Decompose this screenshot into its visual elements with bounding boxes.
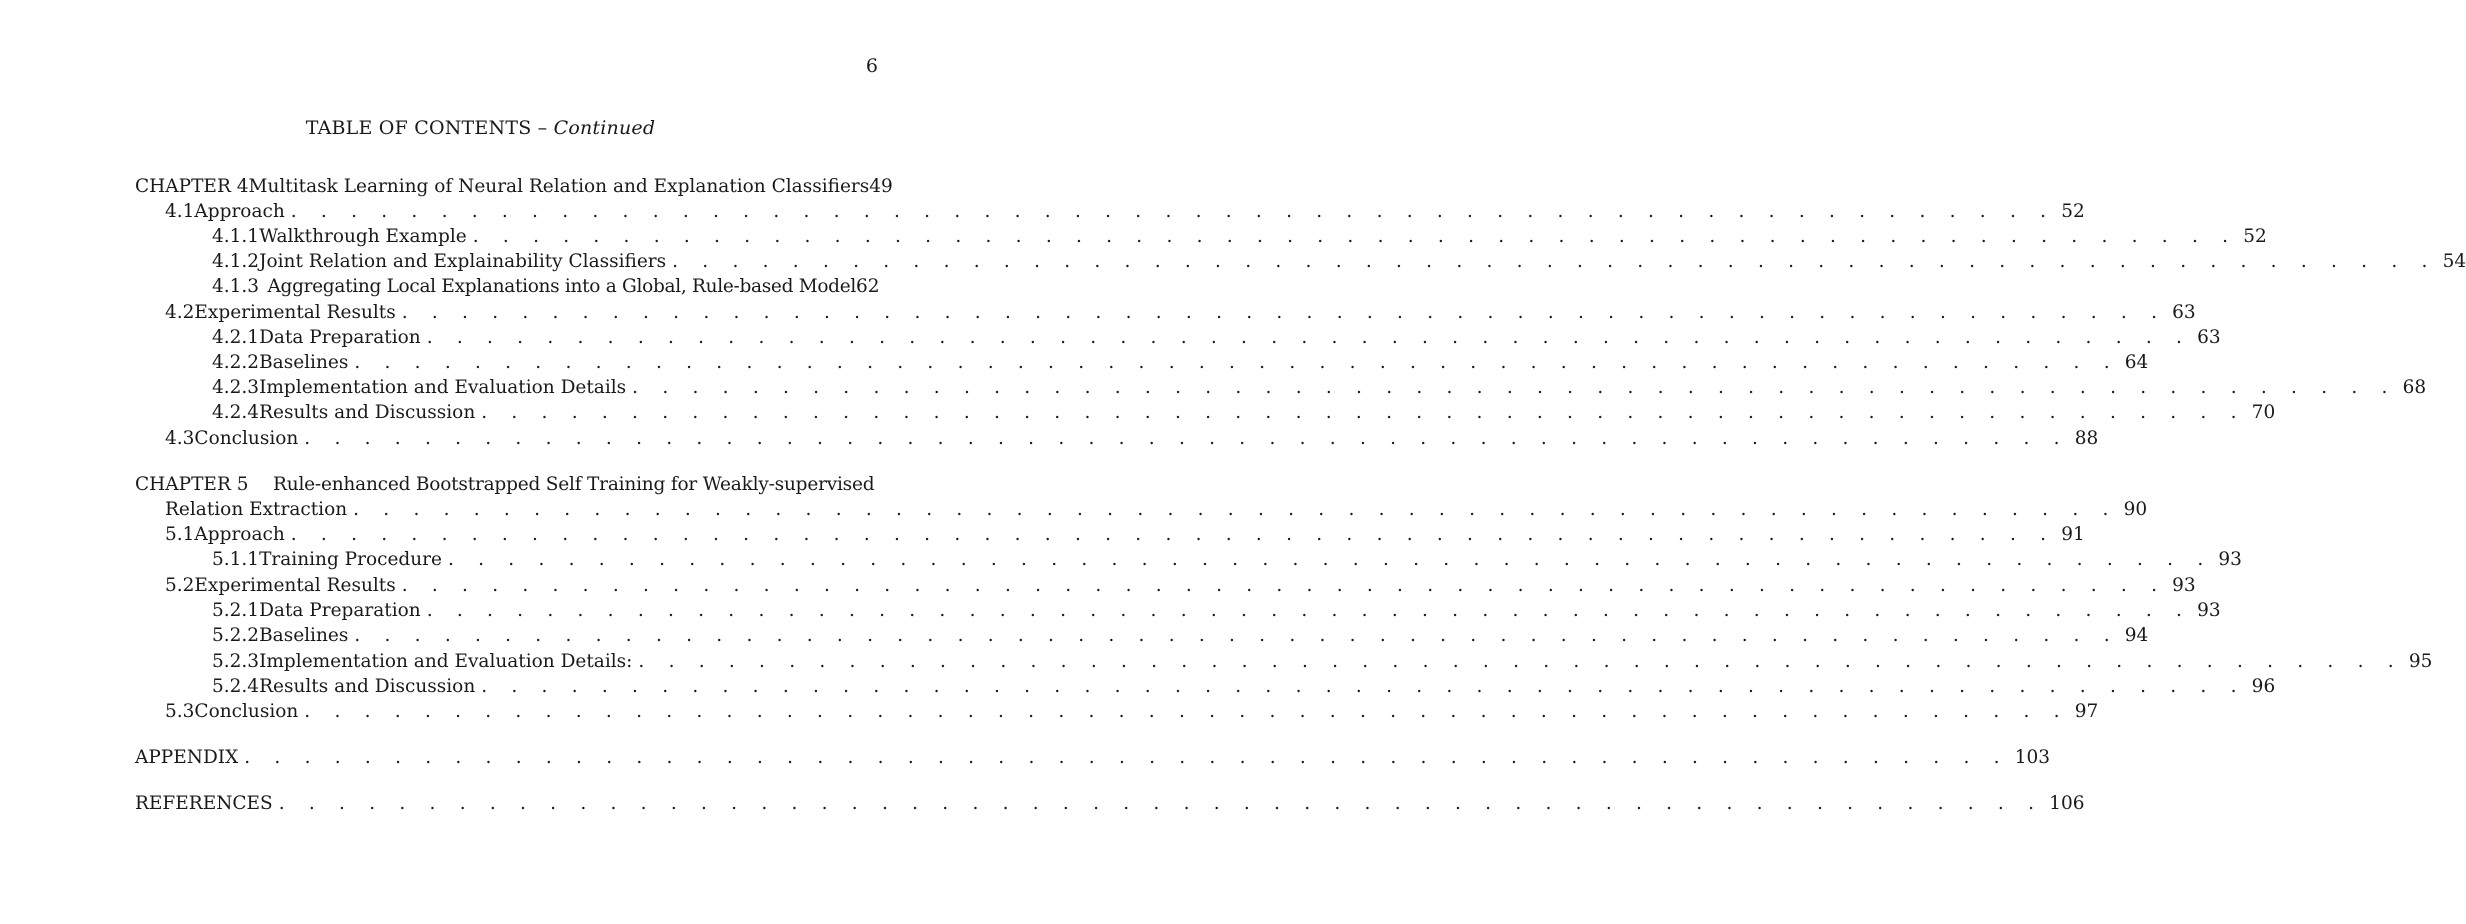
chapter-title: Rule-enhanced Bootstrapped Self Training for Weakly-supervised — [273, 474, 875, 495]
dot-leader: . . . . . . . . . . . . . . . . . . . . . . . . . . . . . . . . . . . . . . . . . . . . . . . . . . . . . . . . . . . — [481, 402, 2246, 423]
dot-leader: . . . . . . . . . . . . . . . . . . . . . . . . . . . . . . . . . . . . . . . . . . . . . . . . . . . . . . . . . . . — [401, 575, 2167, 596]
section-number: 4.2.1 — [212, 327, 260, 348]
toc-entry-5-2[interactable] — [165, 573, 2196, 598]
dot-leader: . . . . . . . . . . . . . . . . . . . . . . . . . . . . . . . . . . . . . . . . . . . . . . . . . . . . . . . . . . . — [354, 352, 2119, 373]
toc-entry-5-2-2[interactable] — [212, 623, 2149, 648]
page-ref: 97 — [2074, 701, 2099, 722]
section-number: 4.2 — [165, 302, 195, 323]
dot-leader: . . . . . . . . . . . . . . . . . . . . . . . . . . . . . . . . . . . . . . . . . . . . . . . . . . . . . . . . . . . — [290, 524, 2056, 545]
toc-entry-4-2-2[interactable] — [212, 350, 2149, 375]
toc-chapter-5-continued[interactable] — [165, 497, 2148, 522]
dot-leader: . . . . . . . . . . . . . . . . . . . . . . . . . . . . . . . . . . . . . . . . . . . . . . . . . . . . . . . . . . . — [401, 302, 2167, 323]
page-ref: 88 — [2074, 428, 2099, 449]
title-main: TABLE OF CONTENTS — [305, 117, 532, 139]
section-title: Experimental Results — [194, 302, 396, 323]
page-ref: 63 — [2197, 327, 2221, 348]
section-title: Approach — [194, 524, 285, 545]
chapter-number: CHAPTER 4 — [135, 176, 249, 197]
toc-entry-4-2[interactable] — [165, 300, 2196, 325]
page-ref: 49 — [869, 176, 893, 197]
page-ref: 93 — [2197, 600, 2221, 621]
section-title: Approach — [194, 201, 285, 222]
toc-entry-5-2-1[interactable] — [212, 598, 2221, 623]
toc-chapter-4[interactable] — [135, 174, 893, 199]
section-number: 4.1.1 — [212, 226, 260, 247]
dot-leader: . . . . . . . . . . . . . . . . . . . . . . . . . . . . . . . . . . . . . . . . . . . . . . . . . . . . . . . . . . . — [426, 327, 2192, 348]
dot-leader: . . . . . . . . . . . . . . . . . . . . . . . . . . . . . . . . . . . . . . . . . . . . . . . . . . . . . . . . . . . — [353, 499, 2118, 520]
section-title: Walkthrough Example — [259, 226, 467, 247]
dot-leader: . . . . . . . . . . . . . . . . . . . . . . . . . . . . . . . . . . . . . . . . . . . . . . . . . . . . . . . . . . . — [244, 747, 2009, 768]
toc-entry-4-3[interactable] — [165, 426, 2099, 451]
toc-entry-5-3[interactable] — [165, 699, 2099, 724]
page-number: 6 — [865, 55, 878, 77]
toc-entry-4-1-3[interactable] — [212, 274, 878, 299]
section-number: 5.2.4 — [212, 676, 260, 697]
dot-leader: . . . . . . . . . . . . . . . . . . . . . . . . . . . . . . . . . . . . . . . . . . . . . . . . . . . . . . . . . . . — [354, 625, 2119, 646]
toc-appendix[interactable] — [135, 745, 2051, 770]
page-ref: 106 — [2049, 793, 2085, 814]
dot-leader: . . . . . . . . . . . . . . . . . . . . . . . . . . . . . . . . . . . . . . . . . . . . . . . . . . . . . . . . . . . — [472, 226, 2238, 247]
toc-chapter-5[interactable] — [135, 472, 878, 497]
references-title: REFERENCES — [135, 793, 273, 814]
section-title: Data Preparation — [259, 327, 421, 348]
section-title: Implementation and Evaluation Details — [259, 377, 627, 398]
toc-entry-4-2-1[interactable] — [212, 325, 2221, 350]
toc-entry-4-2-4[interactable] — [212, 400, 2276, 425]
section-title: Baselines — [259, 352, 349, 373]
section-number: 4.1.2 — [212, 251, 260, 272]
dot-leader: . . . . . . . . . . . . . . . . . . . . . . . . . . . . . . . . . . . . . . . . . . . . . . . . . . . . . . . . . . . — [278, 793, 2044, 814]
title-continued: Continued — [553, 117, 656, 139]
dot-leader: . . . . . . . . . . . . . . . . . . . . . . . . . . . . . . . . . . . . . . . . . . . . . . . . . . . . . . . . . . . — [672, 251, 2437, 272]
toc-entry-4-1[interactable] — [165, 199, 2085, 224]
page-ref: 63 — [2172, 302, 2196, 323]
section-title: Data Preparation — [259, 600, 421, 621]
toc-entry-4-1-1[interactable] — [212, 224, 2267, 249]
page-ref: 91 — [2061, 524, 2085, 545]
section-number: 4.1 — [165, 201, 195, 222]
section-title: Joint Relation and Explainability Classifiers — [259, 251, 667, 272]
page-ref: 96 — [2251, 676, 2276, 697]
page-ref: 94 — [2124, 625, 2149, 646]
toc-entry-5-1[interactable] — [165, 522, 2085, 547]
page-ref: 103 — [2014, 747, 2051, 768]
dot-leader: . . . . . . . . . . . . . . . . . . . . . . . . . . . . . . . . . . . . . . . . . . . . . . . . . . . . . . . . . . . — [447, 549, 2213, 570]
section-number: 4.2.2 — [212, 352, 260, 373]
toc-entry-4-2-3[interactable] — [212, 375, 2427, 400]
title-dash: – — [537, 117, 548, 139]
section-number: 5.1 — [165, 524, 195, 545]
section-title: Conclusion — [194, 428, 299, 449]
section-number: 5.2 — [165, 575, 195, 596]
section-title: Conclusion — [194, 701, 299, 722]
section-title: Experimental Results — [194, 575, 396, 596]
dot-leader: . . . . . . . . . . . . . . . . . . . . . . . . . . . . . . . . . . . . . . . . . . . . . . . . . . . . . . . . . . . — [304, 701, 2069, 722]
page-ref: 93 — [2172, 575, 2196, 596]
page-ref: 54 — [2442, 251, 2466, 272]
toc-references[interactable] — [135, 791, 2085, 816]
section-title: Baselines — [259, 625, 349, 646]
page-ref: 68 — [2402, 377, 2427, 398]
toc-entry-5-2-3[interactable] — [212, 649, 2433, 674]
dot-leader: . . . . . . . . . . . . . . . . . . . . . . . . . . . . . . . . . . . . . . . . . . . . . . . . . . . . . . . . . . . — [638, 651, 2403, 672]
section-number: 4.1.3 — [212, 276, 260, 297]
section-title: Aggregating Local Explanations into a Global, Rule-based Model — [267, 276, 856, 297]
dot-leader: . . . . . . . . . . . . . . . . . . . . . . . . . . . . . . . . . . . . . . . . . . . . . . . . . . . . . . . . . . . — [632, 377, 2397, 398]
chapter-title: Multitask Learning of Neural Relation and Explanation Classifiers — [248, 176, 870, 197]
dot-leader: . . . . . . . . . . . . . . . . . . . . . . . . . . . . . . . . . . . . . . . . . . . . . . . . . . . . . . . . . . . — [481, 676, 2246, 697]
toc-entry-4-1-2[interactable] — [212, 249, 2466, 274]
toc-entry-5-1-1[interactable] — [212, 547, 2242, 572]
section-number: 5.3 — [165, 701, 195, 722]
chapter-number: CHAPTER 5 — [135, 474, 249, 495]
section-number: 4.2.4 — [212, 402, 260, 423]
page-ref: 70 — [2251, 402, 2276, 423]
section-number: 5.2.2 — [212, 625, 260, 646]
section-title: Implementation and Evaluation Details: — [259, 651, 633, 672]
toc-entry-5-2-4[interactable] — [212, 674, 2276, 699]
page-ref: 95 — [2408, 651, 2433, 672]
section-title: Training Procedure — [259, 549, 442, 570]
chapter-title-line-2: Relation Extraction — [165, 499, 348, 520]
page-ref: 52 — [2243, 226, 2267, 247]
section-number: 4.2.3 — [212, 377, 260, 398]
section-title: Results and Discussion — [259, 676, 476, 697]
page-ref: 90 — [2123, 499, 2148, 520]
dot-leader: . . . . . . . . . . . . . . . . . . . . . . . . . . . . . . . . . . . . . . . . . . . . . . . . . . . . . . . . . . . — [426, 600, 2192, 621]
appendix-title: APPENDIX — [135, 747, 239, 768]
section-number: 5.1.1 — [212, 549, 260, 570]
dot-leader: . . . . . . . . . . . . . . . . . . . . . . . . . . . . . . . . . . . . . . . . . . . . . . . . . . . . . . . . . . . — [304, 428, 2069, 449]
dot-leader: . . . . . . . . . . . . . . . . . . . . . . . . . . . . . . . . . . . . . . . . . . . . . . . . . . . . . . . . . . . — [290, 201, 2056, 222]
page-ref: 62 — [856, 276, 880, 297]
section-number: 4.3 — [165, 428, 195, 449]
page-ref: 52 — [2061, 201, 2085, 222]
page-ref: 93 — [2218, 549, 2242, 570]
section-number: 5.2.1 — [212, 600, 260, 621]
section-number: 5.2.3 — [212, 651, 260, 672]
page-ref: 64 — [2124, 352, 2149, 373]
section-title: Results and Discussion — [259, 402, 476, 423]
